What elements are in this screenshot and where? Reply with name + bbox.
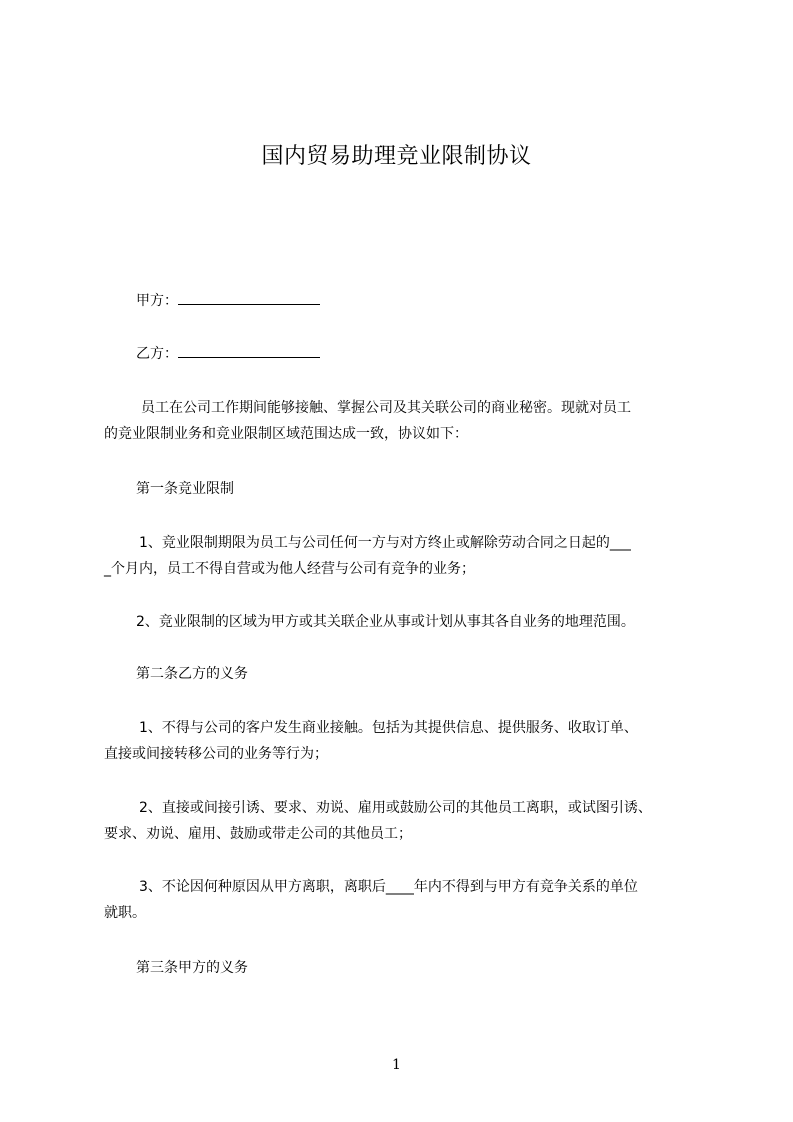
article-2-item-1-line-1: 1、不得与公司的客户发生商业接触。包括为其提供信息、提供服务、收取订单、 [139, 720, 638, 736]
party-a-blank [178, 290, 320, 305]
article-1-item-1-line-1: 1、竞业限制期限为员工与公司任何一方与对方终止或解除劳动合同之日起的___ [139, 535, 631, 551]
article-2-item-2-line-2: 要求、劝说、雇用、鼓励或带走公司的其他员工； [104, 826, 412, 842]
party-b-line [136, 343, 320, 364]
article-2-item-3-line-2: 就职。 [104, 905, 146, 921]
party-a-line [136, 290, 320, 311]
article-2-heading: 第二条乙方的义务 [136, 666, 248, 682]
intro-paragraph-line-2: 的竞业限制业务和竞业限制区域范围达成一致，协议如下： [104, 426, 468, 442]
article-2-item-2-line-1: 2、直接或间接引诱、要求、劝说、雇用或鼓励公司的其他员工离职，或试图引诱、 [139, 800, 652, 816]
party-b-blank [178, 343, 320, 358]
article-2-item-3-line-1: 3、不论因何种原因从甲方离职，离职后____年内不得到与甲方有竞争关系的单位 [139, 879, 638, 895]
article-1-item-2: 2、竞业限制的区域为甲方或其关联企业从事或计划从事其各自业务的地理范围。 [136, 614, 635, 630]
document-title: 国内贸易助理竞业限制协议 [261, 144, 532, 169]
article-2-item-1-line-2: 直接或间接转移公司的业务等行为； [104, 746, 328, 762]
party-b-label: 乙方： [136, 346, 178, 362]
intro-paragraph-line-1: 员工在公司工作期间能够接触、掌握公司及其关联公司的商业秘密。现就对员工 [141, 400, 631, 416]
article-1-heading: 第一条竞业限制 [136, 481, 234, 497]
article-1-item-1-line-2: _个月内，员工不得自营或为他人经营与公司有竞争的业务； [104, 561, 475, 577]
party-a-label: 甲方： [136, 293, 178, 309]
article-3-heading: 第三条甲方的义务 [136, 960, 248, 976]
page-number: 1 [392, 1057, 401, 1073]
